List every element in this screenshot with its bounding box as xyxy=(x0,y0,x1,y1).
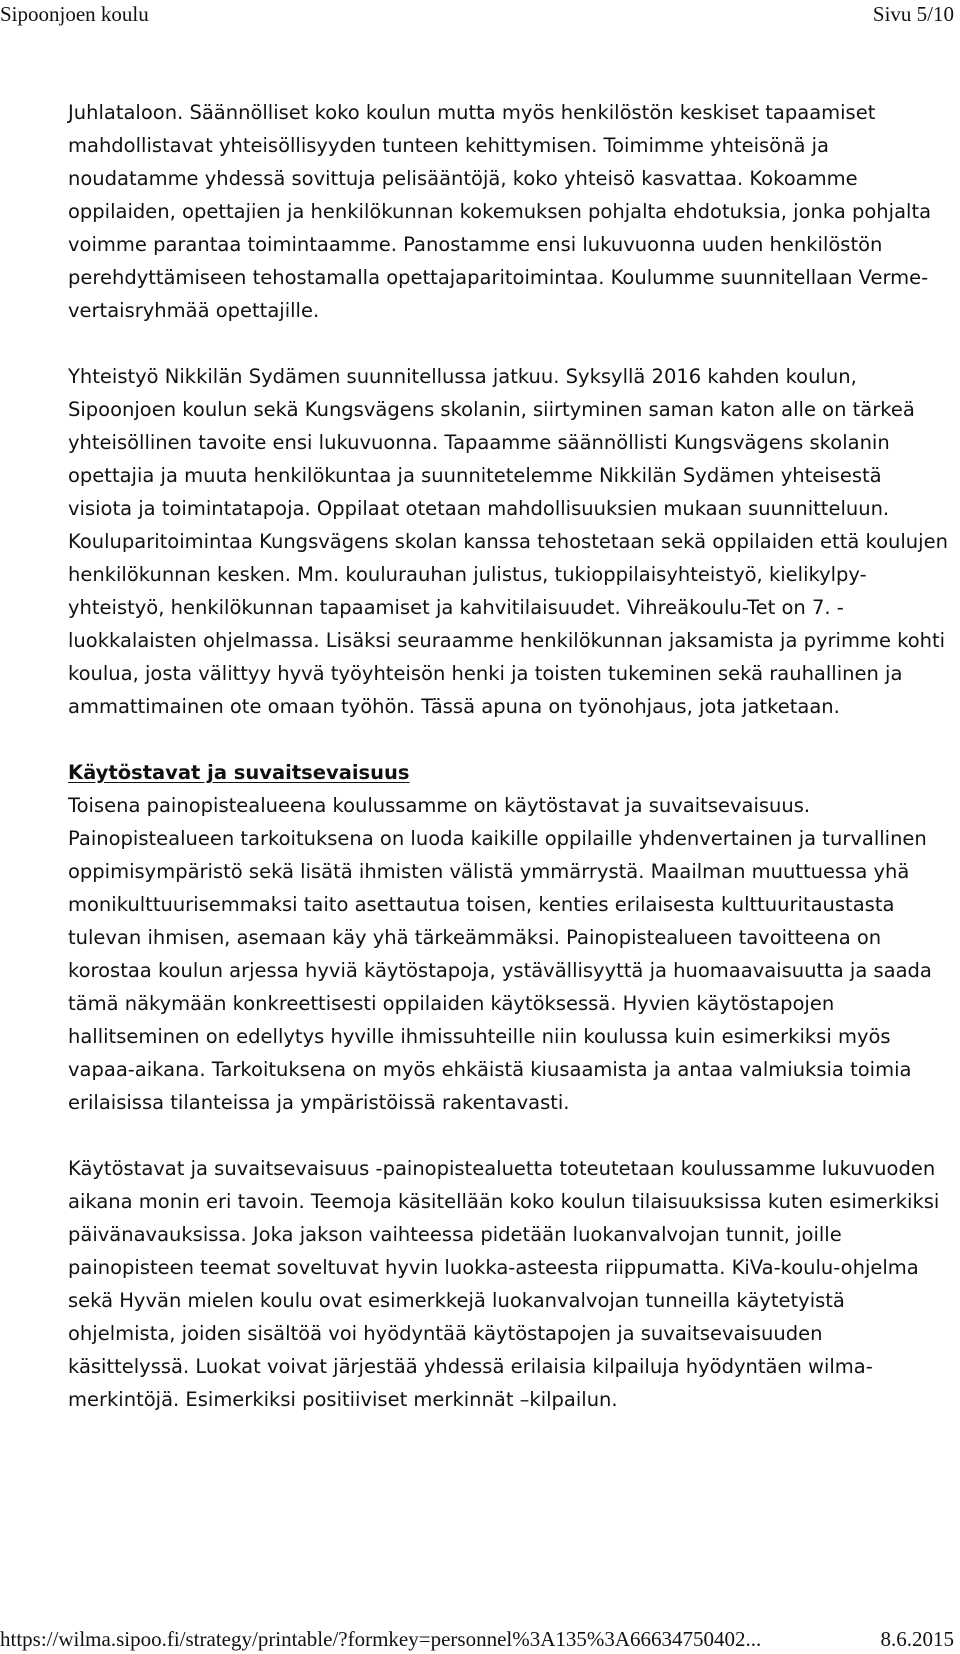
document-body xyxy=(68,96,948,1416)
paragraph-spacer xyxy=(68,327,948,360)
paragraph-spacer xyxy=(68,1119,948,1152)
source-url: https://wilma.sipoo.fi/strategy/printable/?formkey=personnel%3A135%3A66634750402... xyxy=(0,1627,762,1651)
page-number: Sivu 5/10 xyxy=(872,2,954,26)
print-date: 8.6.2015 xyxy=(880,1627,954,1651)
paragraph-manners-implementation: Käytöstavat ja suvaitsevaisuus -painopistealuetta toteutetaan koulussamme lukuvuoden aikana monin eri tavoin. Teemoja käsitellään koko koulun tilaisuuksissa kuten esimerkiksi päivänavauksissa. Joka jakson vaihteessa pidetään luokanvalvojan tunnit, joille painopisteen teemat soveltuvat hyvin luokka-asteesta riippumatta. KiVa-koulu-ohjelma sekä Hyvän mielen koulu ovat esimerkkejä luokanvalvojan tunneilla käytetyistä ohjelmista, joiden sisältöä voi hyödyntää käytöstapojen ja suvaitsevaisuuden käsittelyssä. Luokat voivat järjestää yhdessä erilaisia kilpailuja hyödyntäen wilma-merkintöjä. Esimerkiksi positiiviset merkinnät –kilpailun. xyxy=(68,1157,940,1411)
section-heading: Käytöstavat ja suvaitsevaisuus xyxy=(68,761,410,784)
paragraph-manners-goals: Toisena painopistealueena koulussamme on käytöstavat ja suvaitsevaisuus. Painopistealueen tarkoituksena on luoda kaikille oppilaille yhdenvertainen ja turvallinen oppimisympäristö sekä lisätä ihmisten välistä ymmärrystä. Maailman muuttuessa yhä monikulttuurisemmaksi taito asettautua toisen, kenties erilaisesta kulttuuritaustasta tulevan ihmisen, asemaan käy yhä tärkeämmäksi. Painopistealueen tavoitteena on korostaa koulun arjessa hyviä käytöstapoja, ystävällisyyttä ja huomaavaisuutta ja saada tämä näkymään konkreettisesti oppilaiden käytöksessä. Hyvien käytöstapojen hallitseminen on edellytys hyville ihmissuhteille niin koulussa kuin esimerkiksi myös vapaa-aikana. Tarkoituksena on myös ehkäistä kiusaamista ja antaa valmiuksia toimia erilaisissa tilanteissa ja ympäristöissä rakentavasti. xyxy=(68,794,932,1114)
document-title: Sipoonjoen koulu xyxy=(0,2,149,26)
page-header xyxy=(0,0,960,30)
page-footer xyxy=(0,1624,960,1654)
paragraph-cooperation: Yhteistyö Nikkilän Sydämen suunnitellussa jatkuu. Syksyllä 2016 kahden koulun, Sipoonjoen koulun sekä Kungsvägens skolanin, siirtyminen saman katon alle on tärkeä yhteisöllinen tavoite ensi lukuvuonna. Tapaamme säännöllisti Kungsvägens skolanin opettajia ja muuta henkilökuntaa ja suunnitetelemme Nikkilän Sydämen yhteisestä visiota ja toimintatapoja. Oppilaat otetaan mahdollisuuksien mukaan suunnitteluun. Kouluparitoimintaa Kungsvägens skolan kanssa tehostetaan sekä oppilaiden että koulujen henkilökunnan kesken. Mm. koulurauhan julistus, tukioppilaisyhteistyö, kielikylpy-yhteistyö, henkilökunnan tapaamiset ja kahvitilaisuudet. Vihreäkoulu-Tet on 7. -luokkalaisten ohjelmassa. Lisäksi seuraamme henkilökunnan jaksamista ja pyrimme kohti koulua, josta välittyy hyvä työyhteisön henki ja toisten tukeminen sekä rauhallinen ja ammattimainen ote omaan työhön. Tässä apuna on työnohjaus, jota jatketaan. xyxy=(68,365,948,718)
paragraph-spacer xyxy=(68,723,948,756)
paragraph-community: Juhlataloon. Säännölliset koko koulun mutta myös henkilöstön keskiset tapaamiset mahdollistavat yhteisöllisyyden tunteen kehittymisen. Toimimme yhteisönä ja noudatamme yhdessä sovittuja pelisääntöjä, koko yhteisö kasvattaa. Kokoamme oppilaiden, opettajien ja henkilökunnan kokemuksen pohjalta ehdotuksia, jonka pohjalta voimme parantaa toimintaamme. Panostamme ensi lukuvuonna uuden henkilöstön perehdyttämiseen tehostamalla opettajaparitoimintaa. Koulumme suunnitellaan Verme-vertaisryhmää opettajille. xyxy=(68,101,932,322)
